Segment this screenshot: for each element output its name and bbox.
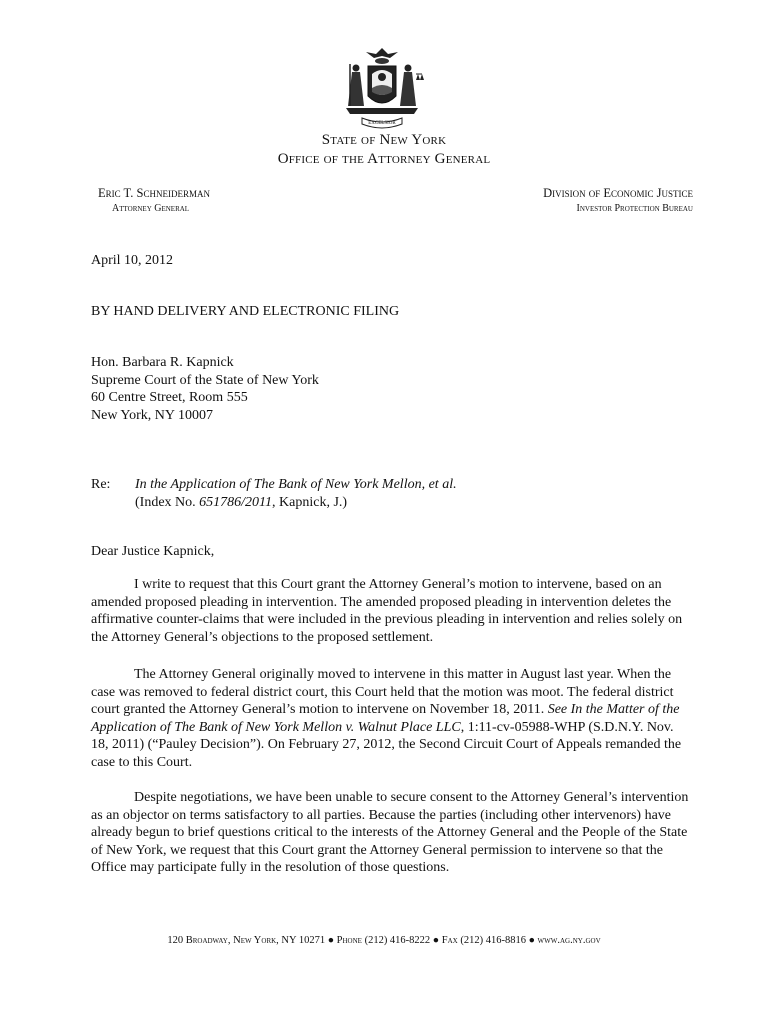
paragraph-2: The Attorney General originally moved to intervene in this matter in August last year. When the case was removed to federal district court, this Court held that the motion was moot. The federal district court granted the Attorney General’s motion to intervene on November 18, 2011. See In the Matter of the Application of The Bank of New York Mellon v. Walnut Place LLC, 1:11-cv-05988-WHP (S.D.N.Y. Nov. 18, 2011) (“Pauley Decision”). On February 27, 2012, the Second Circuit Court of Appeals remanded the case to this Court. — [91, 667, 682, 770]
address-line: New York, NY 10007 — [91, 407, 213, 423]
paragraph-1: I write to request that this Court grant the Attorney General’s motion to intervene, based on an amended proposed pleading in intervention. The amended proposed pleading in intervention deletes the affirmative counter-claims that were included in the previous pleading in intervention and relies solely on the Attorney General’s objections to the proposed settlement. — [91, 577, 683, 645]
address-line: Supreme Court of the State of New York — [91, 372, 319, 388]
re-label: Re: — [91, 477, 111, 492]
case-title: In the Application of The Bank of New York Mellon, et al. — [135, 477, 457, 492]
index-line: (Index No. 651786/2011, Kapnick, J.) — [135, 494, 348, 510]
bureau-name: Investor Protection Bureau — [576, 203, 693, 214]
letter-date: April 10, 2012 — [91, 253, 174, 268]
seal-motto: EXCELSIOR — [368, 121, 396, 126]
index-number: 651786/2011 — [199, 494, 273, 510]
state-name: State of New York — [321, 132, 447, 148]
attorney-general-title: Attorney General — [112, 203, 190, 214]
division-name: Division of Economic Justice — [543, 186, 693, 200]
new-york-state-seal — [336, 44, 428, 134]
salutation: Dear Justice Kapnick, — [91, 544, 215, 559]
recipient-address — [91, 354, 691, 424]
office-name: Office of the Attorney General — [277, 151, 491, 167]
paragraph-3: Despite negotiations, we have been unable to secure consent to the Attorney General’s intervention as an objector on terms satisfactory to all parties. Because the parties (including other intervenors) have already begun to brief questions critical to the interests of the Attorney General and the People of the State of New York, we request that this Court grant the Attorney General permission to intervene so that the Office may participate fully in the resolution of those questions. — [91, 790, 689, 876]
delivery-method: BY HAND DELIVERY AND ELECTRONIC FILING — [91, 304, 400, 319]
address-line: Hon. Barbara R. Kapnick — [91, 355, 234, 370]
footer-contact: 120 Broadway, New York, NY 10271 ● Phone (212) 416-8222 ● Fax (212) 416-8816 ● www.ag.ny.gov — [167, 935, 601, 946]
attorney-general-name: Eric T. Schneiderman — [98, 186, 210, 200]
case-citation: See In the Matter of the Application of The Bank of New York Mellon v. Walnut Place LLC — [91, 702, 680, 735]
address-line: 60 Centre Street, Room 555 — [91, 390, 248, 406]
